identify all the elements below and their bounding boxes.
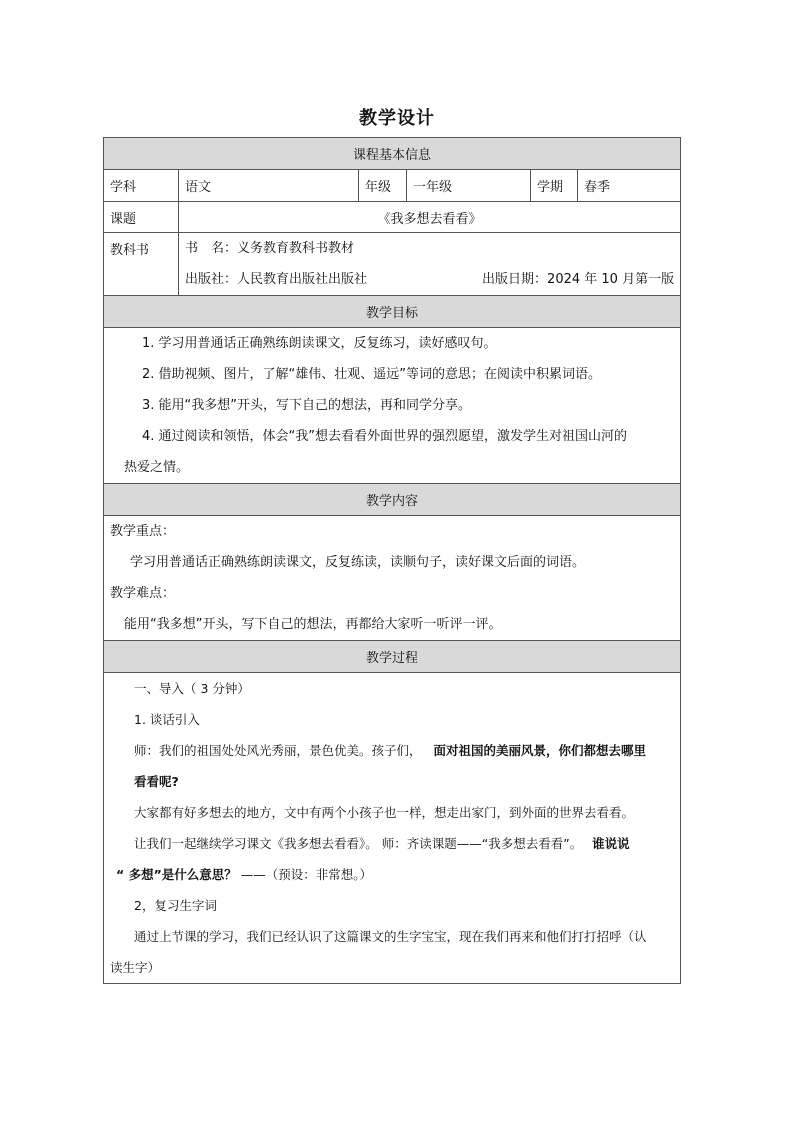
difficulty-text: 能用“我多想”开头，写下自己的想法，再都给大家听一听评一评。: [124, 617, 502, 632]
term-label: 学期: [531, 170, 578, 202]
process-text-bold: “ 多想”是什么意思？: [116, 867, 237, 882]
teacher-speech-bold: 面对祖国的美丽风景，你们都想去哪里: [433, 743, 647, 758]
publisher: 出版社：人民教育出版社出版社: [185, 272, 368, 287]
process-step: 一、导入（ 3 分钟）: [134, 681, 250, 696]
teacher-speech: 师：我们的祖国处处风光秀丽，景色优美。孩子们，: [134, 743, 422, 758]
content-header: 教学内容: [104, 484, 681, 516]
process-line: 通过上节课的学习，我们已经认识了这篇课文的生字宝宝，现在我们再来和他们打打招呼（认: [134, 929, 647, 944]
book-name: 书 名：义务教育教科书教材: [185, 241, 355, 256]
process-header: 教学过程: [104, 641, 681, 673]
goal-item: 热爱之情。: [124, 460, 190, 475]
subject-label: 学科: [104, 170, 179, 202]
goals-body: [104, 328, 681, 484]
key-point-text: 学习用普通话正确熟练朗读课文，反复练读，读顺句子，读好课文后面的词语。: [130, 555, 586, 570]
difficulty-label: 教学难点：: [110, 586, 176, 601]
lesson-plan-table: [103, 137, 681, 984]
process-step: 2，复习生字词: [134, 898, 217, 913]
process-step: 1. 谈话引入: [134, 712, 200, 727]
goal-item: 2. 借助视频、图片，了解“雄伟、壮观、遥远”等词的意思；在阅读中积累词语。: [142, 367, 602, 382]
page-title: 教学设计: [359, 108, 435, 129]
goal-item: 4. 通过阅读和领悟，体会“我”想去看看外面世界的强烈愿望，激发学生对祖国山河的: [142, 429, 628, 444]
publish-date: 出版日期：2024 年 10 月第一版: [482, 272, 675, 287]
goals-header: 教学目标: [104, 296, 681, 328]
process-line: [104, 735, 680, 766]
process-line: 大家都有好多想去的地方，文中有两个小孩子也一样，想走出家门，到外面的世界去看看。: [134, 805, 635, 820]
goal-item: 1. 学习用普通话正确熟练朗读课文，反复练习，读好感叹句。: [142, 336, 497, 351]
key-point-label: 教学重点：: [110, 524, 176, 539]
grade-value: 一年级: [407, 170, 531, 202]
teacher-speech-bold: 看看呢?: [134, 774, 179, 789]
term-value: 春季: [578, 170, 681, 202]
process-text: 让我们一起继续学习课文《我多想去看看》。 师：齐读课题——“我多想去看看”。: [134, 836, 583, 851]
textbook-info: [179, 233, 681, 296]
process-text: ——（预设：非常想。）: [240, 867, 373, 882]
textbook-label: 教科书: [104, 233, 179, 296]
process-text-bold: 谁说说: [592, 836, 630, 851]
topic-label: 课题: [104, 202, 179, 233]
process-line: 读生字）: [110, 960, 161, 975]
topic-value: 《我多想去看看》: [179, 202, 681, 233]
goal-item: 3. 能用“我多想”开头，写下自己的想法，再和同学分享。: [142, 398, 472, 413]
process-line: [104, 828, 680, 859]
process-line: [104, 766, 680, 797]
process-body: [104, 673, 681, 984]
publisher-row: [179, 264, 680, 295]
grade-label: 年级: [359, 170, 407, 202]
subject-value: 语文: [179, 170, 359, 202]
process-line: [104, 859, 680, 890]
basic-info-header: 课程基本信息: [104, 138, 681, 170]
content-body: [104, 516, 681, 641]
